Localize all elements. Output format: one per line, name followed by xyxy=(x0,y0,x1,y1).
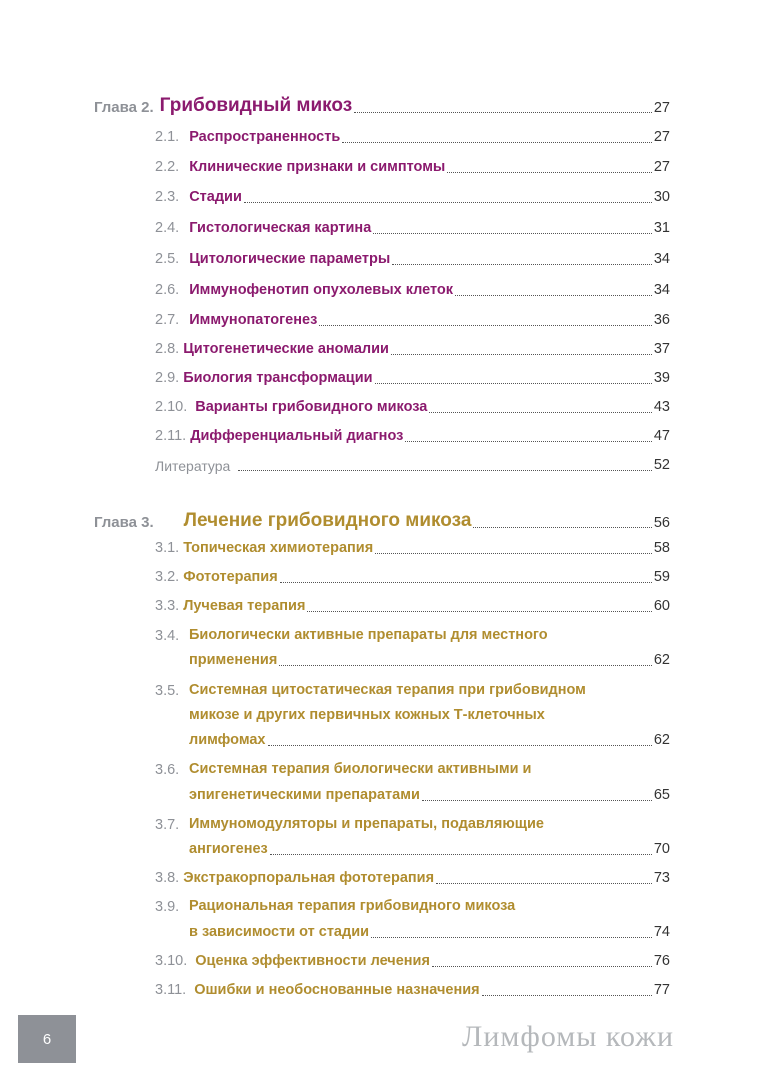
entry-number: 2.3. xyxy=(155,189,180,205)
page-number: 31 xyxy=(653,220,670,236)
entry-title: Стадии xyxy=(189,189,242,205)
entry-number: 2.2. xyxy=(155,159,180,175)
entry-title: Лучевая терапия xyxy=(183,598,306,614)
page-number: 34 xyxy=(653,282,670,298)
entry-title-line[interactable]: микозе и других первичных кожных Т-клеточных xyxy=(189,707,545,723)
page-number: 52 xyxy=(653,457,670,473)
entry-title: Варианты грибовидного микоза xyxy=(195,399,428,415)
chapter-number: Глава 3. xyxy=(94,514,154,531)
entry-title: Клинические признаки и симптомы xyxy=(189,159,446,175)
page-number: 30 xyxy=(653,189,670,205)
entry-number: 2.6. xyxy=(155,282,180,298)
toc-entry[interactable] xyxy=(155,160,670,175)
page-number: 62 xyxy=(653,652,670,668)
leader-dots xyxy=(280,582,652,583)
footer-page-number: 6 xyxy=(18,1015,76,1063)
toc-entry[interactable] xyxy=(155,400,670,415)
page-number: 36 xyxy=(653,312,670,328)
entry-title-line[interactable]: Биологически активные препараты для местного xyxy=(189,627,548,643)
entry-title-line: лимфомах xyxy=(189,732,266,748)
toc-entry[interactable] xyxy=(155,954,670,969)
leader-dots xyxy=(270,854,652,855)
entry-number: 2.1. xyxy=(155,129,180,145)
entry-number: 2.7. xyxy=(155,312,180,328)
page-number: 43 xyxy=(653,399,670,415)
entry-title: Цитогенетические аномалии xyxy=(183,341,389,357)
entry-title: Экстракорпоральная фототерапия xyxy=(183,870,435,886)
leader-dots xyxy=(391,354,652,355)
page-number: 27 xyxy=(653,159,670,175)
entry-title: Фототерапия xyxy=(183,569,278,585)
toc-chapter-3[interactable] xyxy=(94,511,670,530)
leader-dots xyxy=(319,325,652,326)
leader-dots xyxy=(268,745,652,746)
toc-entry[interactable] xyxy=(189,733,670,748)
entry-number: 3.3. xyxy=(155,598,180,614)
toc-entry[interactable] xyxy=(155,130,670,145)
entry-title-line: в зависимости от стадии xyxy=(189,924,370,940)
leader-dots xyxy=(238,470,652,471)
page-number: 59 xyxy=(653,569,670,585)
leader-dots xyxy=(473,527,651,528)
toc-entry[interactable] xyxy=(155,429,670,444)
entry-number: 2.11. xyxy=(155,428,187,444)
entry-title: Иммунофенотип опухолевых клеток xyxy=(189,282,454,298)
page-number: 76 xyxy=(653,953,670,969)
page-number: 47 xyxy=(653,428,670,444)
leader-dots xyxy=(375,553,652,554)
toc-entry[interactable] xyxy=(189,653,670,668)
entry-number: 3.5. xyxy=(155,683,180,699)
entry-title: Распространенность xyxy=(189,129,341,145)
page-number: 62 xyxy=(653,732,670,748)
page-number: 34 xyxy=(653,251,670,267)
toc-entry[interactable] xyxy=(189,925,670,940)
entry-title-line[interactable]: Системная цитостатическая терапия при грибовидном xyxy=(189,682,586,698)
entry-title: Биология трансформации xyxy=(183,370,373,386)
chapter-number: Глава 2. xyxy=(94,99,154,116)
entry-title-line[interactable]: Системная терапия биологически активными и xyxy=(189,761,532,777)
leader-dots xyxy=(279,665,652,666)
leader-dots xyxy=(422,800,652,801)
entry-number: 2.4. xyxy=(155,220,180,236)
leader-dots xyxy=(447,172,652,173)
toc-entry[interactable] xyxy=(155,313,670,328)
leader-dots xyxy=(482,995,652,996)
entry-title-line: применения xyxy=(189,652,278,668)
entry-number: 2.9. xyxy=(155,370,180,386)
page-number: 56 xyxy=(653,514,670,531)
entry-number: 3.8. xyxy=(155,870,180,886)
leader-dots xyxy=(373,233,652,234)
leader-dots xyxy=(455,295,652,296)
toc-chapter-2[interactable] xyxy=(94,96,670,115)
page-number: 27 xyxy=(653,99,670,116)
leader-dots xyxy=(436,883,652,884)
leader-dots xyxy=(307,611,651,612)
toc-entry[interactable] xyxy=(155,283,670,298)
entry-number: 3.11. xyxy=(155,982,187,998)
entry-title: Дифференциальный диагноз xyxy=(190,428,404,444)
page-number: 27 xyxy=(653,129,670,145)
page-number: 65 xyxy=(653,787,670,803)
entry-title: Цитологические параметры xyxy=(189,251,391,267)
entry-title-line: ангиогенез xyxy=(189,841,268,857)
page-number: 58 xyxy=(653,540,670,556)
toc-entry[interactable] xyxy=(155,190,670,205)
page-number: 37 xyxy=(653,341,670,357)
entry-number: 3.1. xyxy=(155,540,180,556)
toc-entry[interactable] xyxy=(189,788,670,803)
toc-entry[interactable] xyxy=(155,252,670,267)
leader-dots xyxy=(429,412,652,413)
toc-entry[interactable] xyxy=(155,342,670,357)
leader-dots xyxy=(371,937,652,938)
entry-title-line[interactable]: Рациональная терапия грибовидного микоза xyxy=(189,898,516,914)
leader-dots xyxy=(432,966,652,967)
leader-dots xyxy=(354,112,652,113)
leader-dots xyxy=(375,383,652,384)
entry-title-line: эпигенетическими препаратами xyxy=(189,787,420,803)
entry-number: 3.2. xyxy=(155,569,180,585)
toc-entry-literature[interactable] xyxy=(155,458,670,473)
toc-entry[interactable] xyxy=(155,371,670,386)
toc-entry[interactable] xyxy=(155,599,670,614)
entry-number: 2.8. xyxy=(155,341,180,357)
entry-title: Иммунопатогенез xyxy=(189,312,318,328)
page-number: 74 xyxy=(653,924,670,940)
toc-entry[interactable] xyxy=(155,871,670,886)
entry-number: 3.7. xyxy=(155,817,180,833)
toc-entry[interactable] xyxy=(189,842,670,857)
page-number: 77 xyxy=(653,982,670,998)
toc-entry[interactable] xyxy=(155,541,670,556)
page-number: 70 xyxy=(653,841,670,857)
entry-number: 3.10. xyxy=(155,953,188,969)
toc-entry[interactable] xyxy=(155,221,670,236)
footer-book-title: Лимфомы кожи xyxy=(462,1020,674,1053)
page-number: 73 xyxy=(653,870,670,886)
leader-dots xyxy=(244,202,652,203)
entry-number: 2.5. xyxy=(155,251,180,267)
entry-title-line[interactable]: Иммуномодуляторы и препараты, подавляющие xyxy=(189,816,544,832)
toc-entry[interactable] xyxy=(155,983,670,998)
entry-title: Ошибки и необоснованные назначения xyxy=(194,982,480,998)
page-number: 39 xyxy=(653,370,670,386)
entry-title: Гистологическая картина xyxy=(189,220,372,236)
page-number: 60 xyxy=(653,598,670,614)
entry-number: 3.4. xyxy=(155,628,180,644)
entry-number: 3.9. xyxy=(155,899,180,915)
leader-dots xyxy=(392,264,652,265)
chapter-title: Грибовидный микоз xyxy=(159,95,353,116)
entry-title: Оценка эффективности лечения xyxy=(195,953,430,969)
entry-number: 3.6. xyxy=(155,762,180,778)
entry-title: Литература xyxy=(155,457,231,474)
leader-dots xyxy=(342,142,652,143)
toc-entry[interactable] xyxy=(155,570,670,585)
leader-dots xyxy=(405,441,652,442)
entry-number: 2.10. xyxy=(155,399,188,415)
chapter-title: Лечение грибовидного микоза xyxy=(183,510,472,531)
entry-title: Топическая химиотерапия xyxy=(183,540,374,556)
